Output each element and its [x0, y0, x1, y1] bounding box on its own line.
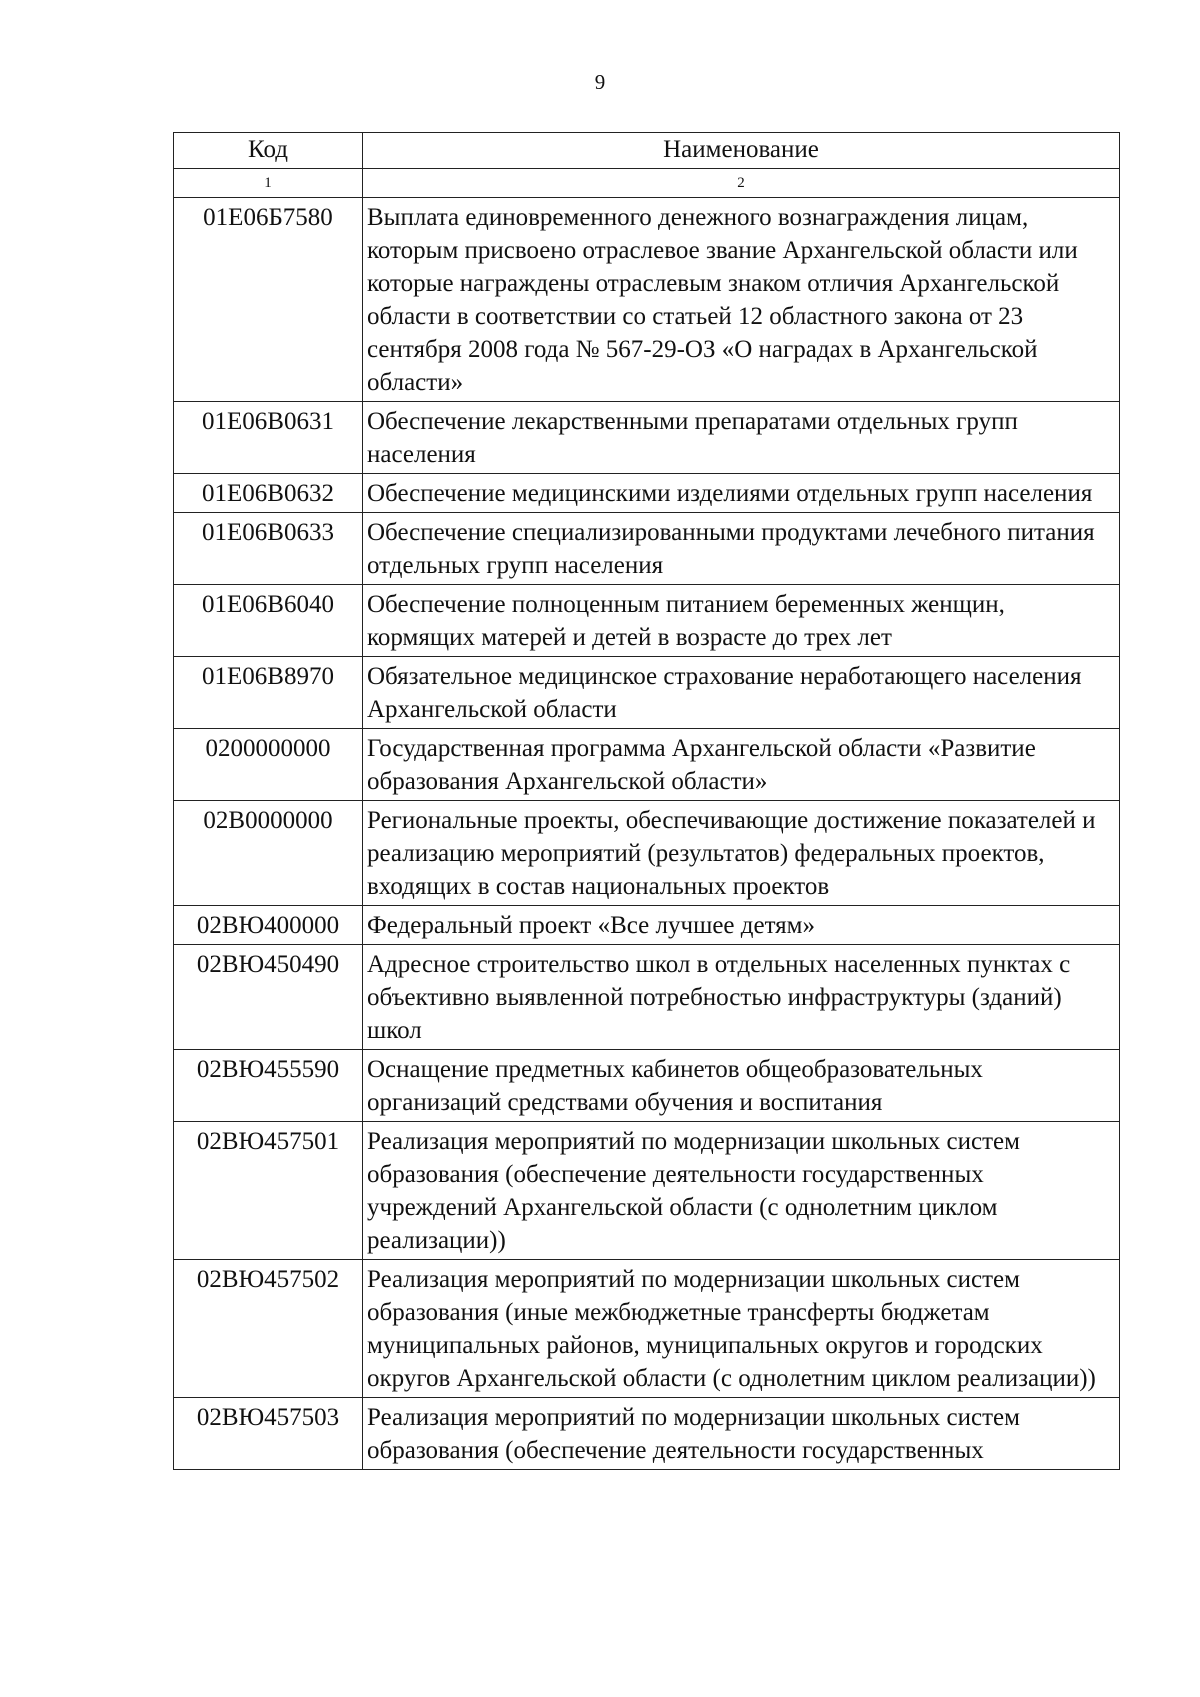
row-name: Обеспечение специализированными продуктами лечебного питания отдельных групп населения [363, 513, 1120, 585]
table-row [174, 729, 1120, 801]
column-index-name: 2 [363, 169, 1120, 198]
table-row [174, 513, 1120, 585]
row-code: 02ВЮ400000 [174, 906, 363, 945]
table-body [174, 198, 1120, 1470]
column-index-code: 1 [174, 169, 363, 198]
row-code: 01Е06В6040 [174, 585, 363, 657]
column-header-code: Код [174, 133, 363, 169]
row-code: 01Е06В0632 [174, 474, 363, 513]
row-code: 01Е06В0633 [174, 513, 363, 585]
table-row [174, 1398, 1120, 1470]
column-index-row [174, 169, 1120, 198]
budget-code-table-container [173, 132, 1119, 1470]
row-name: Реализация мероприятий по модернизации школьных систем образования (иные межбюджетные трансферты бюджетам муниципальных районов, муниципальных округов и городских округов Архангельской области (с однолетним циклом реализации)) [363, 1260, 1120, 1398]
row-name: Выплата единовременного денежного вознаграждения лицам, которым присвоено отраслевое звание Архангельской области или которые награждены отраслевым знаком отличия Архангельской области в соответствии со статьей 12 областного закона от 23 сентября 2008 года № 567-29-ОЗ «О наградах в Архангельской области» [363, 198, 1120, 402]
row-name: Государственная программа Архангельской области «Развитие образования Архангельской области» [363, 729, 1120, 801]
budget-code-table [173, 132, 1120, 1470]
table-row [174, 1122, 1120, 1260]
table-header [174, 133, 1120, 198]
table-row [174, 402, 1120, 474]
row-name: Адресное строительство школ в отдельных населенных пунктах с объективно выявленной потребностью инфраструктуры (зданий) школ [363, 945, 1120, 1050]
column-header-name: Наименование [363, 133, 1120, 169]
table-row [174, 474, 1120, 513]
row-code: 02ВЮ457503 [174, 1398, 363, 1470]
row-code: 02ВЮ457502 [174, 1260, 363, 1398]
row-code: 0200000000 [174, 729, 363, 801]
row-code: 01Е06В8970 [174, 657, 363, 729]
table-row [174, 198, 1120, 402]
row-code: 01Е06Б7580 [174, 198, 363, 402]
table-row [174, 801, 1120, 906]
row-name: Оснащение предметных кабинетов общеобразовательных организаций средствами обучения и воспитания [363, 1050, 1120, 1122]
row-name: Обязательное медицинское страхование неработающего населения Архангельской области [363, 657, 1120, 729]
table-row [174, 585, 1120, 657]
header-row [174, 133, 1120, 169]
row-name: Обеспечение полноценным питанием беременных женщин, кормящих матерей и детей в возрасте до трех лет [363, 585, 1120, 657]
row-name: Обеспечение медицинскими изделиями отдельных групп населения [363, 474, 1120, 513]
table-row [174, 1260, 1120, 1398]
row-code: 01Е06В0631 [174, 402, 363, 474]
row-name: Реализация мероприятий по модернизации школьных систем образования (обеспечение деятельности государственных [363, 1398, 1120, 1470]
row-code: 02ВЮ457501 [174, 1122, 363, 1260]
row-name: Региональные проекты, обеспечивающие достижение показателей и реализацию мероприятий (результатов) федеральных проектов, входящих в состав национальных проектов [363, 801, 1120, 906]
table-row [174, 1050, 1120, 1122]
page-number: 9 [594, 70, 606, 94]
row-code: 02В0000000 [174, 801, 363, 906]
row-code: 02ВЮ455590 [174, 1050, 363, 1122]
row-name: Обеспечение лекарственными препаратами отдельных групп населения [363, 402, 1120, 474]
table-row [174, 906, 1120, 945]
table-row [174, 945, 1120, 1050]
row-name: Реализация мероприятий по модернизации школьных систем образования (обеспечение деятельности государственных учреждений Архангельской области (с однолетним циклом реализации)) [363, 1122, 1120, 1260]
table-row [174, 657, 1120, 729]
row-name: Федеральный проект «Все лучшее детям» [363, 906, 1120, 945]
row-code: 02ВЮ450490 [174, 945, 363, 1050]
